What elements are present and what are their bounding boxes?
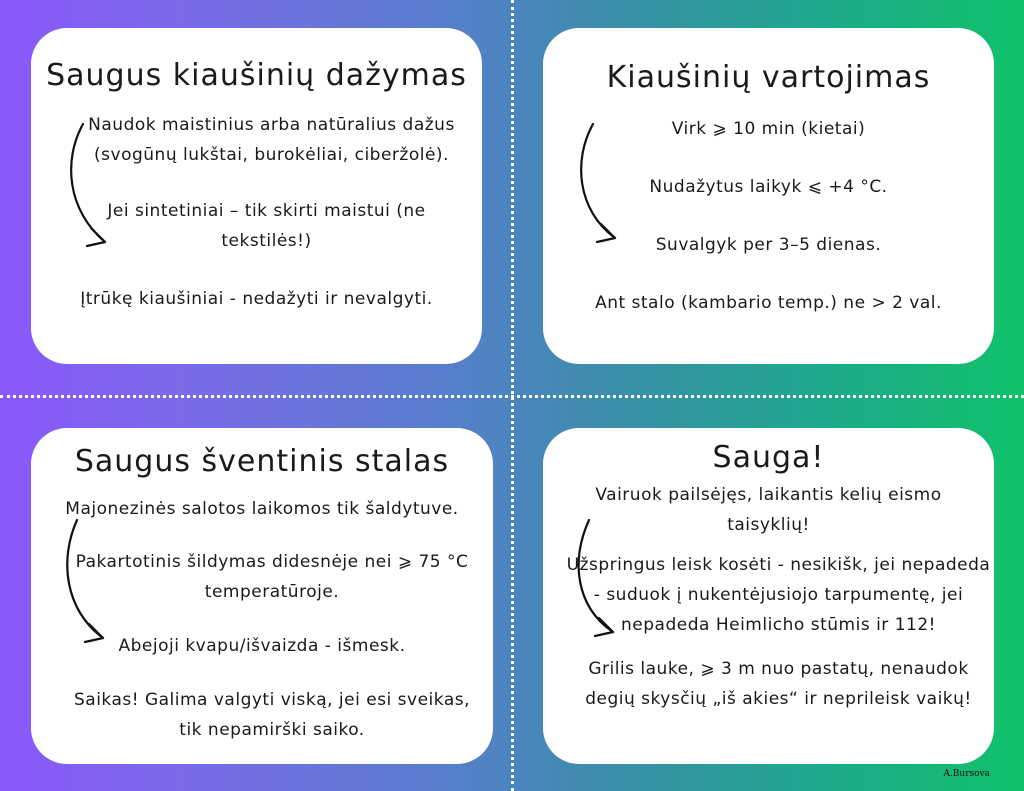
card-text: Nudažytus laikyk ⩽ +4 °C. — [649, 177, 888, 197]
card-text: Saikas! Galima valgyti viską, jei esi sveikas, tik nepamirški saiko. — [73, 690, 471, 740]
author-signature: A.Bursova — [943, 769, 990, 779]
card-egg-dyeing — [31, 28, 482, 364]
card-title: Kiaušinių vartojimas — [606, 60, 931, 95]
card-title: Saugus kiaušinių dažymas — [46, 58, 467, 93]
card-safety — [543, 428, 994, 764]
card-text: Jei sintetiniai – tik skirti maistui (ne tekstilės!) — [107, 201, 426, 251]
horizontal-divider — [0, 395, 1024, 398]
card-text: Grilis lauke, ⩾ 3 m nuo pastatų, nenaudok degių skysčių „iš akies“ ir neprileisk vaikų! — [585, 659, 972, 709]
card-text: Pakartotinis šildymas didesnėje nei ⩾ 75 °C temperatūroje. — [75, 552, 469, 602]
card-text: Vairuok pailsėjęs, laikantis kelių eismo taisyklių! — [595, 485, 942, 535]
card-holiday-table — [31, 428, 493, 764]
card-text: Virk ⩾ 10 min (kietai) — [671, 119, 866, 139]
card-text: Įtrūkę kiaušiniai - nedažyti ir nevalgyti. — [80, 289, 433, 309]
card-text: Ant stalo (kambario temp.) ne > 2 val. — [595, 293, 942, 313]
card-text: Majonezinės salotos laikomos tik šaldytuve. — [65, 499, 459, 519]
card-text: Užspringus leisk kosėti - nesikišk, jei nepadeda - suduok į nukentėjusiojo tarpumentę, jei nepadeda Heimlicho stūmis ir 112! — [566, 555, 991, 635]
card-title: Sauga! — [712, 440, 825, 475]
card-text: Naudok maistinius arba natūralius dažus (svogūnų lukštai, burokėliai, ciberžolė). — [88, 115, 455, 165]
card-text: Abejoji kvapu/išvaizda - išmesk. — [118, 636, 406, 656]
card-egg-consumption — [543, 28, 994, 364]
card-title: Saugus šventinis stalas — [74, 444, 450, 479]
card-text: Suvalgyk per 3–5 dienas. — [655, 235, 882, 255]
